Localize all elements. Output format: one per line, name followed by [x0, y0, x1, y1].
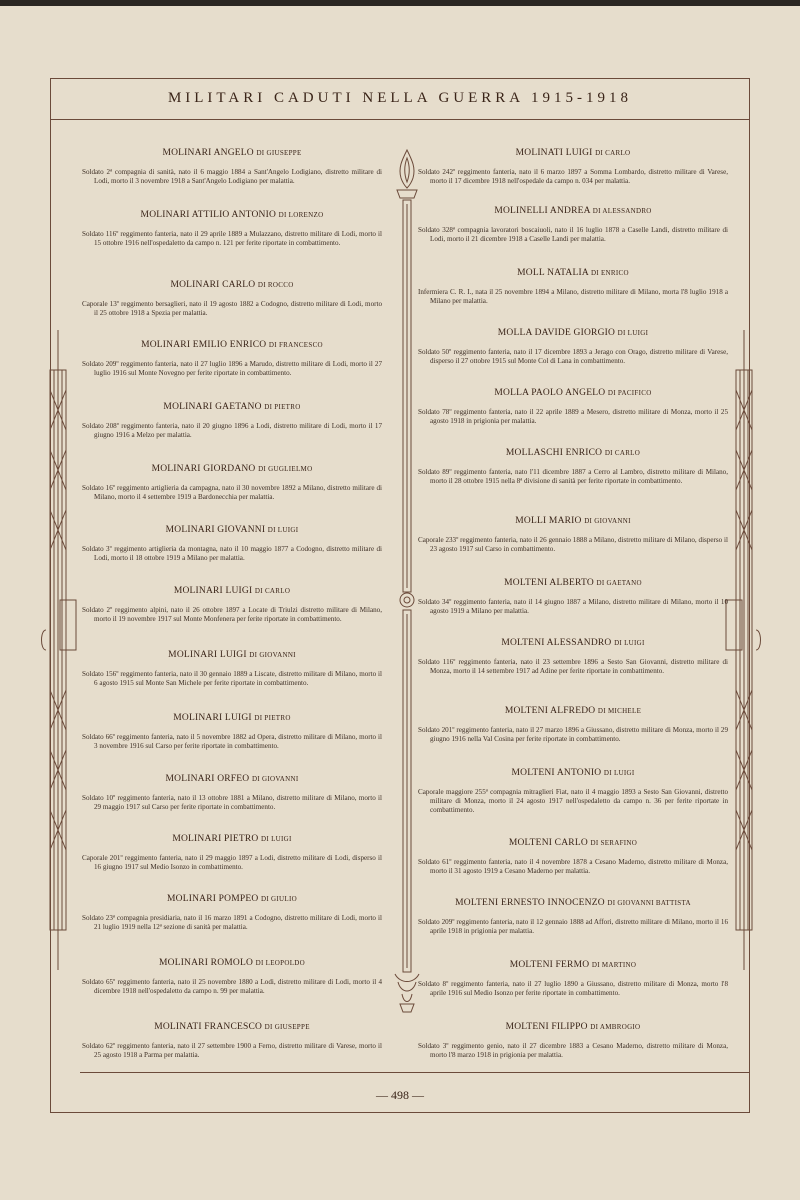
entry [418, 206, 728, 244]
entry-name: MOLINARI EMILIO ENRICO DI FRANCESCO [141, 340, 323, 350]
entry-name: MOLINARI PIETRO DI LUIGI [172, 834, 292, 844]
entry [82, 894, 382, 932]
entry [82, 402, 382, 440]
entry-name: MOLINARI ROMOLO DI LEOPOLDO [158, 958, 305, 968]
entry [418, 960, 728, 998]
scan-top-edge [0, 0, 800, 6]
entry [418, 768, 728, 815]
entry-text: Soldato 116º reggimento fanteria, nato il 29 aprile 1889 a Mulazzano, distretto militare di Lodi, morto il 15 ottobre 1916 nell'ospedaletto da campo n. 121 per ferite riportate in combattimento. [82, 230, 382, 247]
entry-text: Soldato 78º reggimento fanteria, nato il 22 aprile 1889 a Mesero, distretto militare di Monza, morto il 25 agosto 1918 in prigionia per malattia. [418, 408, 728, 425]
entry [418, 706, 728, 744]
entry [418, 638, 728, 676]
entry-text: Infermiera C. R. I., nata il 25 novembre 1894 a Milano, distretto militare di Milano, morta l'8 luglio 1918 a Milano per malattia. [418, 288, 728, 305]
entry [418, 838, 728, 876]
entry-name: MOLTENI FERMO DI MARTINO [509, 960, 637, 970]
entry-name: MOLTENI ALFREDO DI MICHELE [504, 706, 642, 716]
page-header [50, 78, 750, 120]
entry [418, 148, 728, 186]
entry-name: MOLTENI ALBERTO DI GAETANO [504, 578, 642, 588]
entry-text: Caporale 233º reggimento fanteria, nato il 26 gennaio 1888 a Milano, distretto militare di Milano, disperso il 23 agosto 1917 sul Carso in combattimento. [418, 536, 728, 553]
entry-text: Soldato 201º reggimento fanteria, nato il 27 marzo 1896 a Giussano, distretto militare di Monza, morto il 29 giugno 1916 nella Val Cosina per ferite riportate in combattimento. [418, 726, 728, 743]
entry-text: Caporale 201º reggimento fanteria, nato il 29 maggio 1897 a Lodi, distretto militare di Lodi, disperso il 16 giugno 1917 sul Medio Isonzo in combattimento. [82, 854, 382, 871]
entry-text: Soldato 209º reggimento fanteria, nato il 12 gennaio 1888 ad Affori, distretto militare di Milano, morto il 16 aprile 1918 in prigionia per malattia. [418, 918, 728, 935]
entry [82, 713, 382, 751]
entry-text: Soldato 61º reggimento fanteria, nato il 4 novembre 1878 a Cesano Maderno, distretto militare di Monza, morto il 31 agosto 1919 a Cesano Maderno per malattia. [418, 858, 728, 875]
entry [82, 280, 382, 318]
entry-name: MOLINARI GIORDANO DI GUGLIELMO [151, 464, 313, 474]
entry [82, 464, 382, 502]
entry-name: MOLTENI ANTONIO DI LUIGI [511, 768, 635, 778]
entry [82, 586, 382, 624]
entry-text: Soldato 8º reggimento fanteria, nato il 27 luglio 1890 a Giussano, distretto militare di Monza, morto l'8 aprile 1916 sul Medio Isonzo per ferite riportate in combattimento. [418, 980, 728, 997]
entry-text: Soldato 10º reggimento fanteria, nato il 13 ottobre 1881 a Milano, distretto militare di Milano, morto il 29 maggio 1917 sul Carso per ferite riportate in combattimento. [82, 794, 382, 811]
entry-text: Soldato 50º reggimento fanteria, nato il 17 dicembre 1893 a Jerago con Orago, distretto militare di Varese, disperso il 27 ottobre 1915 sul Monte Col di Lana in combattimento. [418, 348, 728, 365]
entry-name: MOLINARI LUIGI DI CARLO [173, 586, 291, 596]
entry-name: MOLINARI ORFEO DI GIOVANNI [165, 774, 299, 784]
entry-name: MOLTENI FILIPPO DI AMBROGIO [505, 1022, 641, 1032]
entry-name: MOLINATI FRANCESCO DI GIUSEPPE [154, 1022, 310, 1032]
bottom-rule [80, 1072, 750, 1073]
entry-text: Caporale maggiore 255ª compagnia mitraglieri Fiat, nato il 4 maggio 1893 a Sesto San Giovanni, distretto militare di Monza, morto il 24 agosto 1917 nell'ospedaletto da campo n. 36 per ferite riportate in combattimento. [418, 788, 728, 814]
entry-text: Soldato 3º reggimento genio, nato il 27 dicembre 1883 a Cesano Maderno, distretto militare di Monza, morto l'8 marzo 1918 in prigionia per malattia. [418, 1042, 728, 1059]
entry-text: Soldato 242º reggimento fanteria, nato il 6 marzo 1897 a Somma Lombardo, distretto militare di Varese, morto il 17 dicembre 1918 nell'ospedale da campo n. 034 per malattia. [418, 168, 728, 185]
entry [418, 328, 728, 366]
entry-text: Soldato 2º reggimento alpini, nato il 26 ottobre 1897 a Locate di Triulzi distretto militare di Milano, morto il 19 novembre 1917 sul Monte Monfenera per ferite riportate in combattimento. [82, 606, 382, 623]
entry [418, 898, 728, 936]
entry-text: Soldato 16º reggimento artiglieria da campagna, nato il 30 novembre 1892 a Milano, distretto militare di Milano, morto il 4 settembre 1919 a Bardonecchia per malattia. [82, 484, 382, 501]
entry-text: Soldato 65º reggimento fanteria, nato il 25 novembre 1880 a Lodi, distretto militare di Lodi, morto il 4 dicembre 1918 nell'ospedaletto da campo n. 99 per malattia. [82, 978, 382, 995]
entry [82, 210, 382, 248]
entry-text: Caporale 13º reggimento bersaglieri, nato il 19 agosto 1882 a Codogno, distretto militare di Lodi, morto il 25 ottobre 1918 a Spezia per malattia. [82, 300, 382, 317]
entry-name: MOLINARI GIOVANNI DI LUIGI [165, 525, 299, 535]
entry-text: Soldato 116º reggimento fanteria, nato il 23 settembre 1896 a Sesto San Giovanni, distretto militare di Monza, morto il 14 settembre 1917 ad Adine per ferite riportate in combattimento. [418, 658, 728, 675]
entry [418, 448, 728, 486]
entry-name: MOLTENI ERNESTO INNOCENZO DI GIOVANNI BATTISTA [455, 898, 691, 908]
entry [82, 340, 382, 378]
entry [418, 388, 728, 426]
entry-text: Soldato 23ª compagnia presidiaria, nato il 16 marzo 1891 a Codogno, distretto militare di Lodi, morto il 21 luglio 1919 nella 12ª sezione di sanità per malattia. [82, 914, 382, 931]
entry-name: MOLINARI CARLO DI ROCCO [170, 280, 294, 290]
entry [82, 1022, 382, 1060]
entry [418, 516, 728, 554]
page-number: — 498 — [376, 1088, 424, 1102]
entry [82, 148, 382, 186]
entry-name: MOLL NATALIA DI ENRICO [517, 268, 629, 278]
entry-name: MOLINARI LUIGI DI GIOVANNI [168, 650, 296, 660]
fasces-right-icon [724, 330, 764, 970]
entry [82, 650, 382, 688]
entry-name: MOLLA DAVIDE GIORGIO DI LUIGI [497, 328, 649, 338]
entry-name: MOLINARI POMPEO DI GIULIO [167, 894, 297, 904]
entry-name: MOLINARI ATTILIO ANTONIO DI LORENZO [140, 210, 324, 220]
entry-text: Soldato 3º reggimento artiglieria da montagna, nato il 10 maggio 1877 a Codogno, distretto militare di Lodi, morto il 18 ottobre 1919 a Milano per malattia. [82, 545, 382, 562]
entry-text: Soldato 66º reggimento fanteria, nato il 5 novembre 1882 ad Opera, distretto militare di Milano, morto il 3 novembre 1916 sul Carso per ferite riportate in combattimento. [82, 733, 382, 750]
entry-text: Soldato 34º reggimento fanteria, nato il 14 giugno 1887 a Milano, distretto militare di Milano, morto il 10 agosto 1919 a Milano per malattia. [418, 598, 728, 615]
entry-name: MOLINARI ANGELO DI GIUSEPPE [162, 148, 302, 158]
entry-text: Soldato 208º reggimento fanteria, nato il 20 giugno 1896 a Lodi, distretto militare di Lodi, morto il 17 giugno 1916 a Melzo per malattia. [82, 422, 382, 439]
entry-text: Soldato 328ª compagnia lavoratori boscaiuoli, nato il 16 luglio 1878 a Caselle Landi, distretto militare di Lodi, morto il 21 dicembre 1918 a Caselle Landi per malattia. [418, 226, 728, 243]
entry [418, 268, 728, 306]
entry [82, 958, 382, 996]
entry-name: MOLLI MARIO DI GIOVANNI [515, 516, 631, 526]
entry [418, 578, 728, 616]
entry-name: MOLTENI ALESSANDRO DI LUIGI [501, 638, 645, 648]
entry-name: MOLINARI GAETANO DI PIETRO [163, 402, 301, 412]
entry-text: Soldato 2ª compagnia di sanità, nato il 6 maggio 1884 a Sant'Angelo Lodigiano, distretto militare di Lodi, morto il 3 novembre 1918 a Sant'Angelo Lodigiano per malattia. [82, 168, 382, 185]
entry [82, 834, 382, 872]
entry [418, 1022, 728, 1060]
entry-name: MOLINARI LUIGI DI PIETRO [173, 713, 291, 723]
page-title: MILITARI CADUTI NELLA GUERRA 1915-1918 [167, 90, 633, 106]
entry-name: MOLINATI LUIGI DI CARLO [515, 148, 631, 158]
entry [82, 525, 382, 563]
fasces-left-icon [38, 330, 78, 970]
entry-name: MOLLA PAOLO ANGELO DI PACIFICO [494, 388, 652, 398]
entry-text: Soldato 156º reggimento fanteria, nato il 30 gennaio 1889 a Liscate, distretto militare di Milano, morto il 6 agosto 1915 sul Monte San Michele per ferite riportate in combattimento. [82, 670, 382, 687]
entry [82, 774, 382, 812]
entry-name: MOLTENI CARLO DI SERAFINO [508, 838, 638, 848]
entry-text: Soldato 89º reggimento fanteria, nato l'11 dicembre 1887 a Cerro al Lambro, distretto militare di Milano, morto il 28 ottobre 1915 nella 8ª divisione di sanità per ferite riportate in combattimento. [418, 468, 728, 485]
entry-text: Soldato 209º reggimento fanteria, nato il 27 luglio 1896 a Marudo, distretto militare di Lodi, morto il 27 luglio 1916 sul Monte Novegno per ferite riportate in combattimento. [82, 360, 382, 377]
entry-text: Soldato 62º reggimento fanteria, nato il 27 settembre 1900 a Ferno, distretto militare di Varese, morto il 25 agosto 1918 a Parma per malattia. [82, 1042, 382, 1059]
entry-name: MOLINELLI ANDREA DI ALESSANDRO [494, 206, 652, 216]
entry-name: MOLLASCHI ENRICO DI CARLO [505, 448, 641, 458]
